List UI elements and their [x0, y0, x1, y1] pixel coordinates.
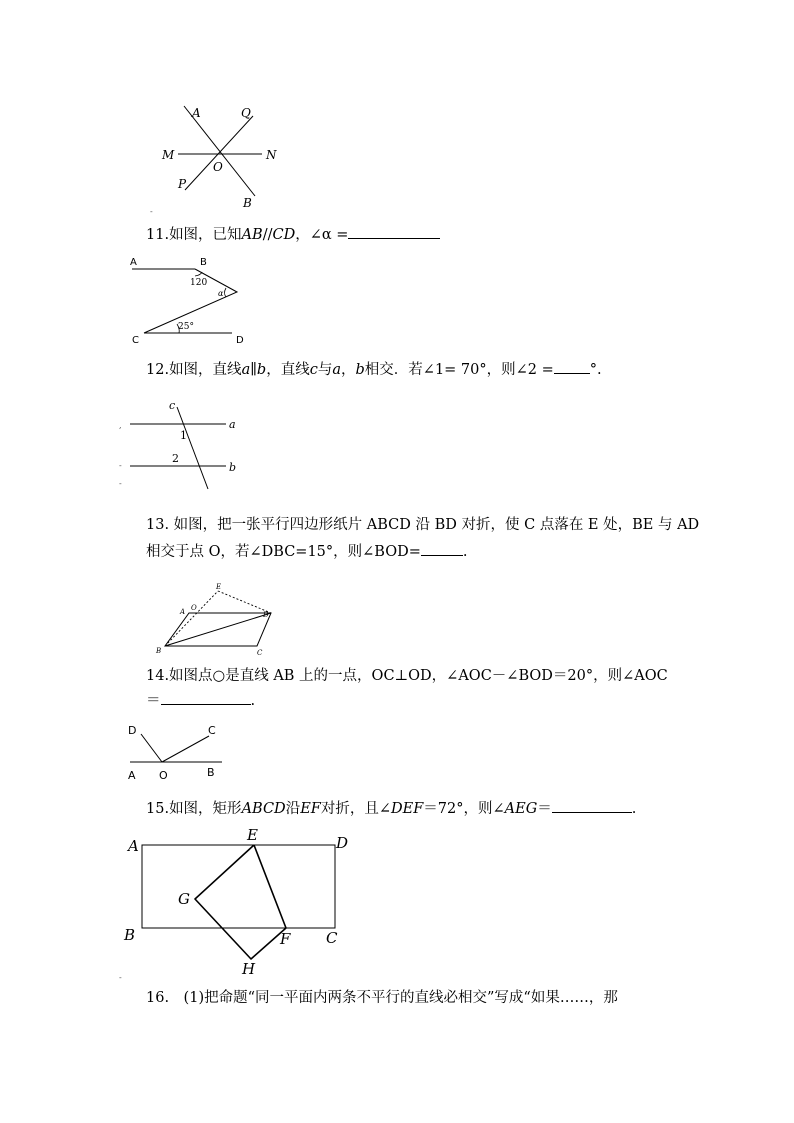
angle-1-label: 1	[180, 429, 187, 442]
label-c: c	[169, 399, 176, 412]
figure-14-perpendicular	[122, 718, 232, 784]
label-C: C	[257, 649, 263, 657]
label-B: B	[200, 257, 207, 268]
label-D: D	[336, 834, 349, 852]
question-13-line-1: 13. 如图，把一张平行四边形纸片 ABCD 沿 BD 对折，使 C 点落在 E 处，BE 与 AD	[146, 517, 700, 533]
question-11: 11.如图，已知AB//CD，∠α =	[146, 224, 440, 245]
label-F: F	[280, 930, 291, 948]
question-14-line-1: 14.如图点○是直线 AB 上的一点，OC⊥OD，∠AOC－∠BOD＝20°，则∠AOC	[146, 668, 668, 684]
label-G: G	[178, 890, 190, 908]
label-H: H	[242, 960, 256, 978]
svg-text:-: -	[119, 973, 122, 982]
svg-text:-: -	[150, 207, 153, 216]
svg-text:-: -	[119, 461, 122, 470]
label-B: B	[156, 647, 162, 655]
label-O: O	[191, 604, 197, 612]
label-a: a	[229, 418, 236, 431]
answer-blank[interactable]	[552, 798, 632, 813]
answer-blank[interactable]	[161, 690, 251, 705]
svg-text:,: ,	[119, 421, 122, 430]
question-15: 15.如图，矩形ABCD沿EF对折，且∠DEF＝72°，则∠AEG＝ .	[146, 798, 636, 819]
label-O: O	[159, 769, 168, 782]
label-E: E	[247, 826, 258, 844]
question-14-line-2: ＝ .	[146, 690, 255, 711]
label-E: E	[216, 583, 222, 591]
label-A: A	[128, 769, 136, 782]
alpha-label: α	[218, 289, 224, 298]
answer-blank[interactable]	[421, 541, 463, 556]
label-M: M	[162, 148, 175, 162]
question-16: 16. (1)把命题“同一平面内两条不平行的直线必相交”写成“如果……，那	[146, 990, 618, 1006]
question-13-line-2: 相交于点 O，若∠DBC=15°，则∠BOD= .	[146, 541, 468, 562]
label-A: A	[180, 608, 186, 616]
label-P: P	[178, 177, 187, 191]
figure-12-transversal	[118, 393, 248, 493]
label-B: B	[124, 926, 136, 944]
figure-11-parallel-lines	[122, 252, 262, 347]
figure-10-intersecting-lines	[150, 98, 290, 218]
angle-120-label: 120	[190, 278, 208, 288]
label-C: C	[326, 929, 338, 947]
label-Q: Q	[241, 106, 251, 120]
svg-text:-: -	[119, 479, 122, 488]
label-O: O	[213, 160, 223, 174]
figure-13-folded-parallelogram	[150, 580, 280, 662]
label-B: B	[207, 766, 215, 779]
label-A: A	[128, 837, 139, 855]
question-12: 12.如图，直线a∥b，直线c与a，b相交．若∠1= 70°，则∠2 = °.	[146, 359, 602, 380]
answer-blank[interactable]	[554, 359, 590, 374]
label-A: A	[130, 257, 137, 268]
label-D: D	[128, 724, 137, 737]
label-C: C	[132, 335, 139, 346]
label-D: D	[263, 611, 269, 619]
label-B: B	[243, 196, 252, 210]
angle-2-label: 2	[172, 452, 179, 465]
answer-blank[interactable]	[348, 224, 440, 239]
angle-25-label: 25°	[178, 322, 194, 332]
label-N: N	[266, 148, 277, 162]
label-A: A	[192, 106, 201, 120]
figure-15-folded-rectangle	[118, 826, 368, 984]
label-b: b	[229, 461, 237, 474]
label-D: D	[236, 335, 244, 346]
label-C: C	[208, 724, 216, 737]
